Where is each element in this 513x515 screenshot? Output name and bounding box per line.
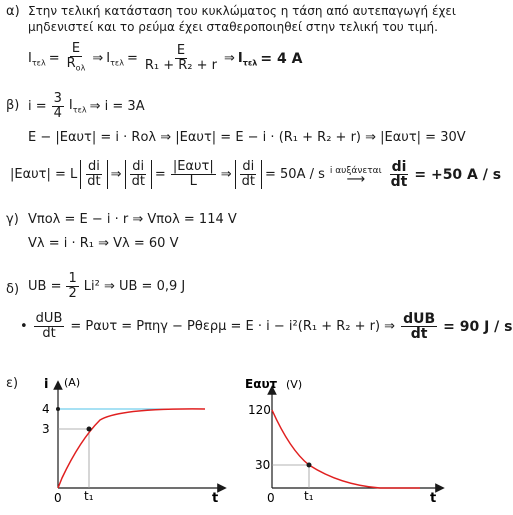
part-b-eq3: |Eαυτ| = L $\frac{di}{dt}$ ⇒ $\frac{di}{dt}$ = $\frac{\text{|Eαυτ|}}{L}$ ⇒ $\frac{di}{dt}$ = 50A / s i αυξάνεται ⟶ $\frac{di}{dt}$ = +50 A / s bbox=[10, 159, 502, 190]
emf-origin: 0 bbox=[267, 491, 275, 505]
arrow-i-increases: i αυξάνεται ⟶ bbox=[329, 165, 382, 187]
part-d-eq2: • $\frac{\text{dUB}}{dt}$ = Pαυτ = Pπηγ − Pθερμ = E · i − i²(R₁ + R₂ + r) ⇒ $\frac{\text{dUB}}{dt}$ = 90 J / s bbox=[20, 311, 513, 342]
emf-y-unit: (V) bbox=[286, 378, 303, 391]
part-b-result: = +50 A / s bbox=[414, 166, 502, 183]
current-curve bbox=[58, 409, 205, 488]
part-d-eq1: UB = $\frac{1}{2}$ Li² ⇒ UB = 0,9 J bbox=[28, 271, 186, 301]
emf-graph bbox=[245, 377, 440, 506]
emf-y-label: Eαυτ bbox=[245, 377, 278, 391]
part-b-label: β) bbox=[6, 98, 20, 113]
current-tick-4: 4 bbox=[42, 402, 50, 416]
part-e-label: ε) bbox=[6, 376, 19, 391]
part-a-result: = 4 A bbox=[260, 50, 303, 67]
current-y-unit: (A) bbox=[64, 376, 81, 389]
emf-t1-label: t₁ bbox=[304, 489, 314, 503]
part-d-label: δ) bbox=[6, 282, 20, 297]
current-x-label: t bbox=[212, 491, 219, 506]
current-tick-3: 3 bbox=[42, 422, 50, 436]
part-c-eq1: Vπολ = E − i · r ⇒ Vπολ = 114 V bbox=[28, 212, 237, 227]
current-t1-label: t₁ bbox=[84, 489, 94, 503]
emf-x-label: t bbox=[430, 491, 437, 506]
part-b-eq1: i = $\frac{3}{4}$ $I_{\tau\varepsilon\lambda}$ ⇒ i = 3A bbox=[28, 91, 145, 121]
part-a-label: α) bbox=[6, 4, 20, 19]
emf-tick-120: 120 bbox=[248, 403, 271, 417]
emf-t1-point bbox=[307, 463, 312, 468]
current-tick-4-point bbox=[56, 407, 60, 411]
part-c-label: γ) bbox=[6, 212, 19, 227]
bullet: • bbox=[20, 319, 28, 334]
current-t1-point bbox=[87, 427, 92, 432]
current-y-label: i bbox=[44, 377, 49, 392]
emf-curve bbox=[272, 410, 420, 488]
current-graph bbox=[42, 376, 222, 506]
part-b-eq2: E − |Eαυτ| = i · Rολ ⇒ |Eαυτ| = E − i · (R₁ + R₂ + r) ⇒ |Eαυτ| = 30V bbox=[28, 130, 466, 145]
fraction-e-over-r: $\frac{E}{R_{o\lambda}}$ bbox=[66, 41, 86, 73]
fraction-e-over-resistances: $\frac{E}{\text{R₁ + R₂ + r}}$ bbox=[144, 43, 217, 74]
current-origin: 0 bbox=[54, 491, 62, 505]
part-a-text-line1: Στην τελική κατάσταση του κυκλώματος η τάση από αυτεπαγωγή έχει bbox=[28, 4, 456, 18]
part-c-eq2: Vλ = i · R₁ ⇒ Vλ = 60 V bbox=[28, 236, 179, 251]
part-d-result: = 90 J / s bbox=[443, 318, 513, 335]
i-final-symbol: $I_{\tau\varepsilon\lambda}$ bbox=[28, 50, 46, 68]
part-a-equation: $I_{\tau\varepsilon\lambda}$ = $\frac{E}{R_{o\lambda}}$ ⇒ $I_{\tau\varepsilon\lambda}$ = $\frac{E}{\text{R₁ + R₂ + r}}$ ⇒ $I_{\tau\varepsilon\lambda}$ = 4 A bbox=[28, 42, 302, 76]
emf-tick-30: 30 bbox=[255, 458, 271, 472]
part-a-text-line2: μηδενιστεί και το ρεύμα έχει σταθεροποιηθεί στην τελική του τιμή. bbox=[28, 20, 438, 34]
